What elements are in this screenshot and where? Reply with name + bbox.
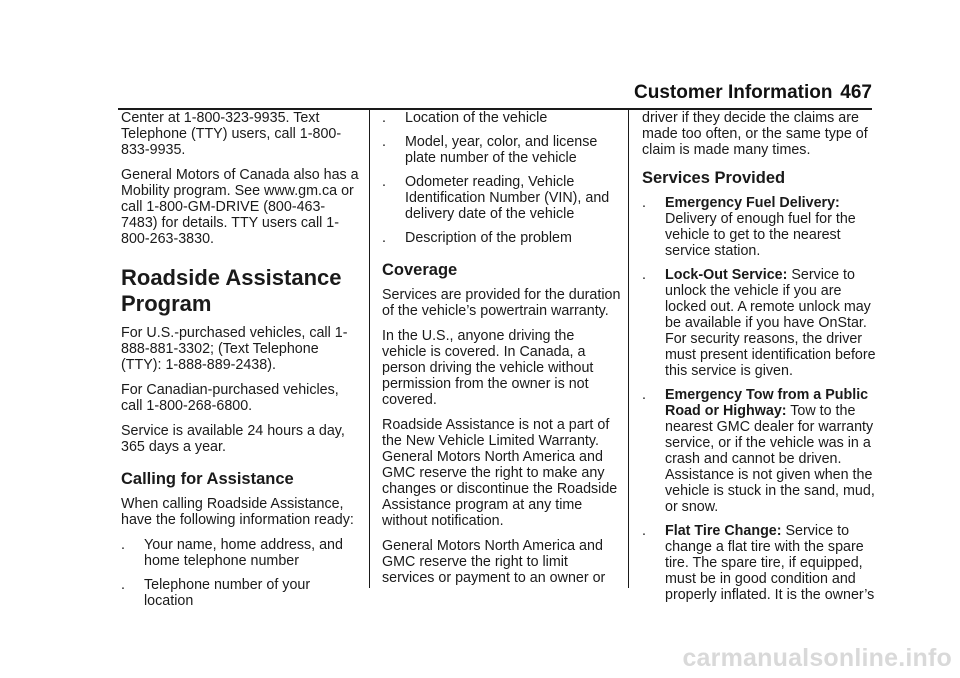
list-item: . Location of the vehicle [382,110,548,126]
paragraph: driver if they decide the claims are made too often, or the same type of claim is made many times. [642,110,868,158]
list-item [642,195,882,259]
paragraph: Roadside Assistance is not a part of the New Vehicle Limited Warranty. General Motors North America and GMC reserve the right to make any changes or discontinue the Roadside Assistance program at any time without notification. [382,417,618,529]
paragraph: Center at 1-800-323-9935. Text Telephone (TTY) users, call 1-800-833-9935. [121,110,342,158]
service-term: Emergency Tow from a Public Road or Highway: [665,387,869,419]
column-divider-2 [628,110,629,588]
section-title: Customer Information [634,82,833,103]
column-divider-1 [369,110,370,588]
column-2 [382,110,622,595]
list-item: . Model, year, color, and license plate number of the vehicle [382,134,598,166]
paragraph: In the U.S., anyone driving the vehicle is covered. In Canada, a person driving the vehicle without permission from the owner is not covered. [382,328,594,408]
service-text: Service to unlock the vehicle if you are locked out. A remote unlock may be available if you have OnStar. For security reasons, the driver must present identification before this service is given. [665,267,876,379]
list-item [642,387,882,515]
list-item: . Odometer reading, Vehicle Identification Number (VIN), and delivery date of the vehicle [382,174,610,222]
column-1 [121,110,361,617]
column-3 [642,110,882,611]
paragraph: Service is available 24 hours a day, 365 days a year. [121,423,345,455]
service-term: Emergency Fuel Delivery: [665,195,840,211]
service-text: Tow to the nearest GMC dealer for warranty service, or if the vehicle was in a crash and cannot be driven. Assistance is not given when the vehicle is stuck in the sand, mud, or snow. [665,403,875,515]
list-item: . Telephone number of your location [121,577,311,609]
bullet-icon: . [382,230,386,246]
section-heading-roadside: Roadside Assistance Program [121,265,342,316]
bullet-icon: . [121,577,125,593]
services-list [642,195,882,603]
subheading-calling: Calling for Assistance [121,470,294,488]
list-item [642,267,882,379]
paragraph: For U.S.-purchased vehicles, call 1-888-881-3302; (Text Telephone (TTY): 1-888-889-2438). [121,325,348,373]
paragraph: General Motors North America and GMC reserve the right to limit services or payment to an owner or [382,538,606,586]
list-item [642,523,882,603]
service-term: Flat Tire Change: [665,523,782,539]
info-list-continued [382,110,622,246]
paragraph: General Motors of Canada also has a Mobility program. See www.gm.ca or call 1-800-GM-DRIVE (800-463-7483) for details. TTY users call 1-800-263-3830. [121,167,359,247]
watermark: carmanualsonline.info [682,644,952,672]
info-list [121,537,361,609]
page-header [634,82,872,104]
service-term: Lock-Out Service: [665,267,788,283]
paragraph: When calling Roadside Assistance, have the following information ready: [121,496,354,528]
page-number: 467 [840,82,872,103]
bullet-icon: . [382,110,386,126]
bullet-icon: . [642,523,646,539]
bullet-icon: . [382,134,386,150]
subheading-coverage: Coverage [382,261,458,279]
bullet-icon: . [642,195,646,211]
list-item: . Your name, home address, and home telephone number [121,537,343,569]
bullet-icon: . [642,387,646,403]
bullet-icon: . [642,267,646,283]
paragraph: For Canadian-purchased vehicles, call 1-800-268-6800. [121,382,339,414]
service-text: Delivery of enough fuel for the vehicle to get to the nearest service station. [665,211,856,259]
bullet-icon: . [121,537,125,553]
service-text: Service to change a flat tire with the spare tire. The spare tire, if equipped, must be in good condition and properly inflated. It is the owner’s [665,523,875,603]
subheading-services: Services Provided [642,169,786,187]
list-item: . Description of the problem [382,230,572,246]
paragraph: Services are provided for the duration of the vehicle’s powertrain warranty. [382,287,621,319]
bullet-icon: . [382,174,386,190]
